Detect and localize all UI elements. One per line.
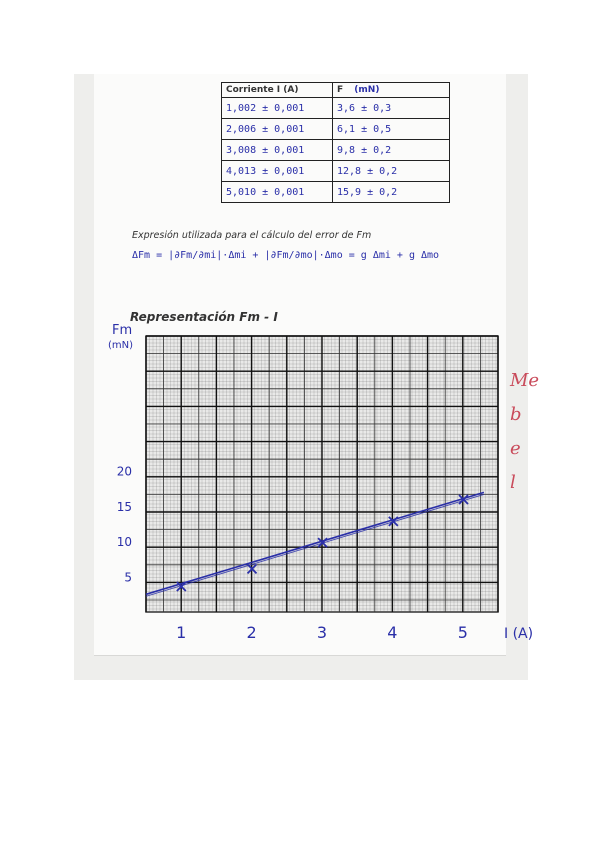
x-tick-label: 5 [457,623,468,642]
cell-force: 9,8 ± 0,2 [333,140,450,161]
cell-force: 12,8 ± 0,2 [333,161,450,182]
cell-current: 1,002 ± 0,001 [222,98,333,119]
y-tick-label: 5 [124,570,132,585]
side-note-line: Me [510,370,540,391]
cell-force: 3,6 ± 0,3 [333,98,450,119]
x-tick-label: 4 [387,623,398,642]
y-tick-label: 10 [116,535,132,550]
photo-background [74,74,540,680]
y-axis-label: Fm [112,323,133,338]
cell-current: 3,008 ± 0,001 [222,140,333,161]
graph-paper-chart [74,74,534,680]
x-tick-label: 3 [316,623,328,642]
side-note-line: l [510,472,516,493]
x-axis-label: I (A) [504,626,534,642]
cell-current: 4,013 ± 0,001 [222,161,333,182]
side-note-line: e [510,438,521,459]
header-current: Corriente I (A) [222,83,333,98]
header-force: F (mN) [333,83,450,98]
y-axis-unit: (mN) [108,340,134,351]
y-tick-label: 20 [116,464,132,479]
cell-force: 6,1 ± 0,5 [333,119,450,140]
chart-title: Representación Fm - I [130,310,278,324]
x-tick-label: 2 [246,623,257,642]
cell-force: 15,9 ± 0,2 [333,182,450,203]
cell-current: 2,006 ± 0,001 [222,119,333,140]
side-note-line: b [510,404,522,425]
x-tick-label: 1 [176,623,187,642]
cell-current: 5,010 ± 0,001 [222,182,333,203]
y-tick-label: 15 [116,499,132,514]
error-formula: ΔFm = |∂Fm/∂mi|·Δmi + |∂Fm/∂mo|·Δmo = g Δmi + g Δmo [132,250,440,261]
error-expression-title: Expresión utilizada para el cálculo del error de Fm [132,230,372,241]
